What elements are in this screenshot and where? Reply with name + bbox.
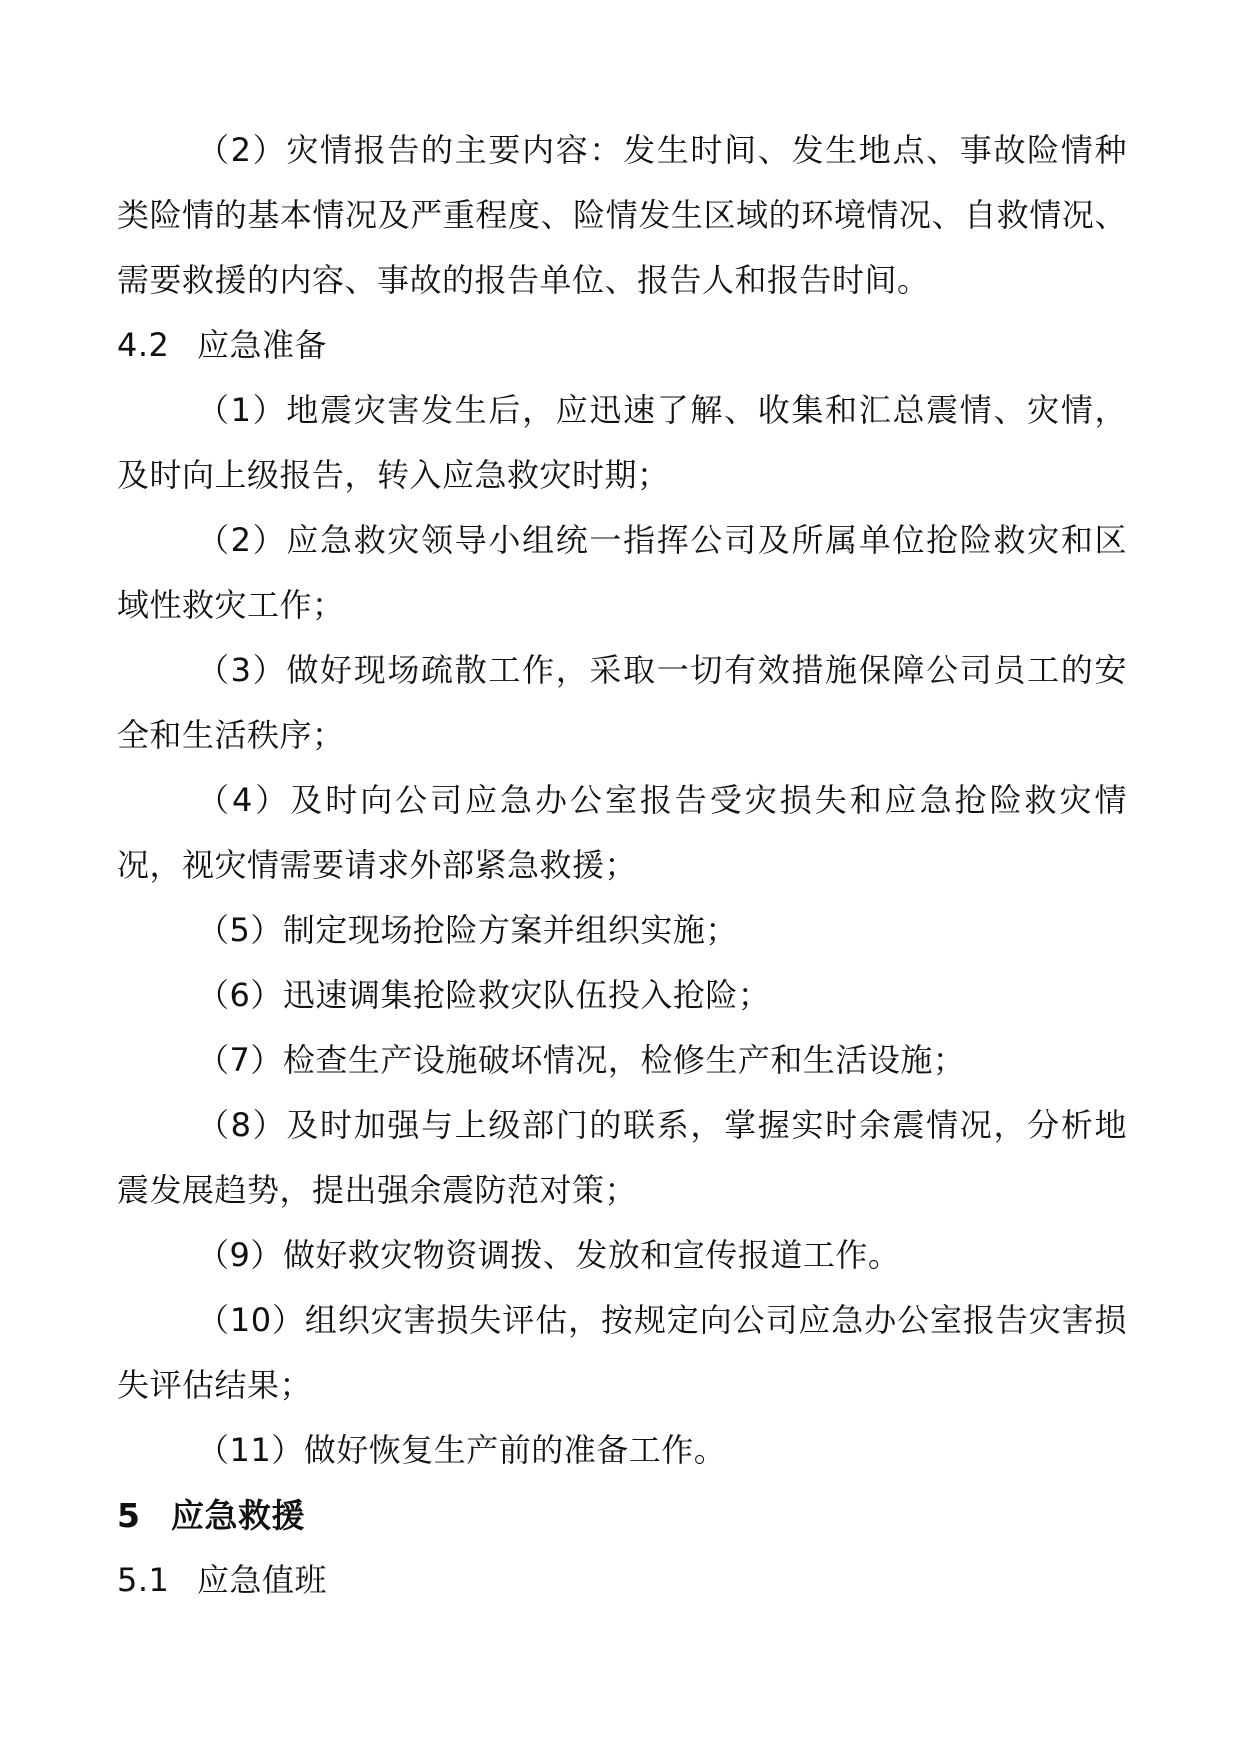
section-title: 应急救援 <box>171 1496 305 1535</box>
section-number: 4.2 <box>117 326 170 364</box>
section-title: 应急值班 <box>197 1561 328 1599</box>
list-item: （4）及时向公司应急办公室报告受灾损失和应急抢险救灾情况，视灾情需要请求外部紧急救援； <box>117 781 1127 884</box>
list-item: （7）检查生产设施破坏情况，检修生产和生活设施； <box>197 1041 966 1079</box>
list-item: （3）做好现场疏散工作，采取一切有效措施保障公司员工的安全和生活秩序； <box>117 651 1127 754</box>
list-item: （8）及时加强与上级部门的联系，掌握实时余震情况，分析地震发展趋势，提出强余震防范对策； <box>117 1106 1127 1209</box>
list-item: （1）地震灾害发生后，应迅速了解、收集和汇总震情、灾情，及时向上级报告，转入应急救灾时期； <box>117 391 1127 494</box>
section-heading-5 <box>117 1483 1127 1548</box>
section-number: 5 <box>117 1496 141 1535</box>
list-item: （5）制定现场抢险方案并组织实施； <box>197 911 738 949</box>
list-item: （2）应急救灾领导小组统一指挥公司及所属单位抢险救灾和区域性救灾工作； <box>117 521 1127 624</box>
section-title: 应急准备 <box>197 326 328 364</box>
list-item: （10）组织灾害损失评估，按规定向公司应急办公室报告灾害损失评估结果； <box>117 1301 1127 1404</box>
list-item: （6）迅速调集抢险救灾队伍投入抢险； <box>197 976 771 1014</box>
section-heading-5-1 <box>117 1548 1127 1613</box>
section-heading-4-2 <box>117 313 1127 378</box>
list-item: （9）做好救灾物资调拨、发放和宣传报道工作。 <box>197 1236 901 1274</box>
paragraph-disaster-report-content: （2）灾情报告的主要内容：发生时间、发生地点、事故险情种类险情的基本情况及严重程度、险情发生区域的环境情况、自救情况、需要救援的内容、事故的报告单位、报告人和报告时间。 <box>117 131 1127 299</box>
document-page <box>117 118 1127 1613</box>
section-number: 5.1 <box>117 1561 170 1599</box>
list-item: （11）做好恢复生产前的准备工作。 <box>197 1431 727 1469</box>
